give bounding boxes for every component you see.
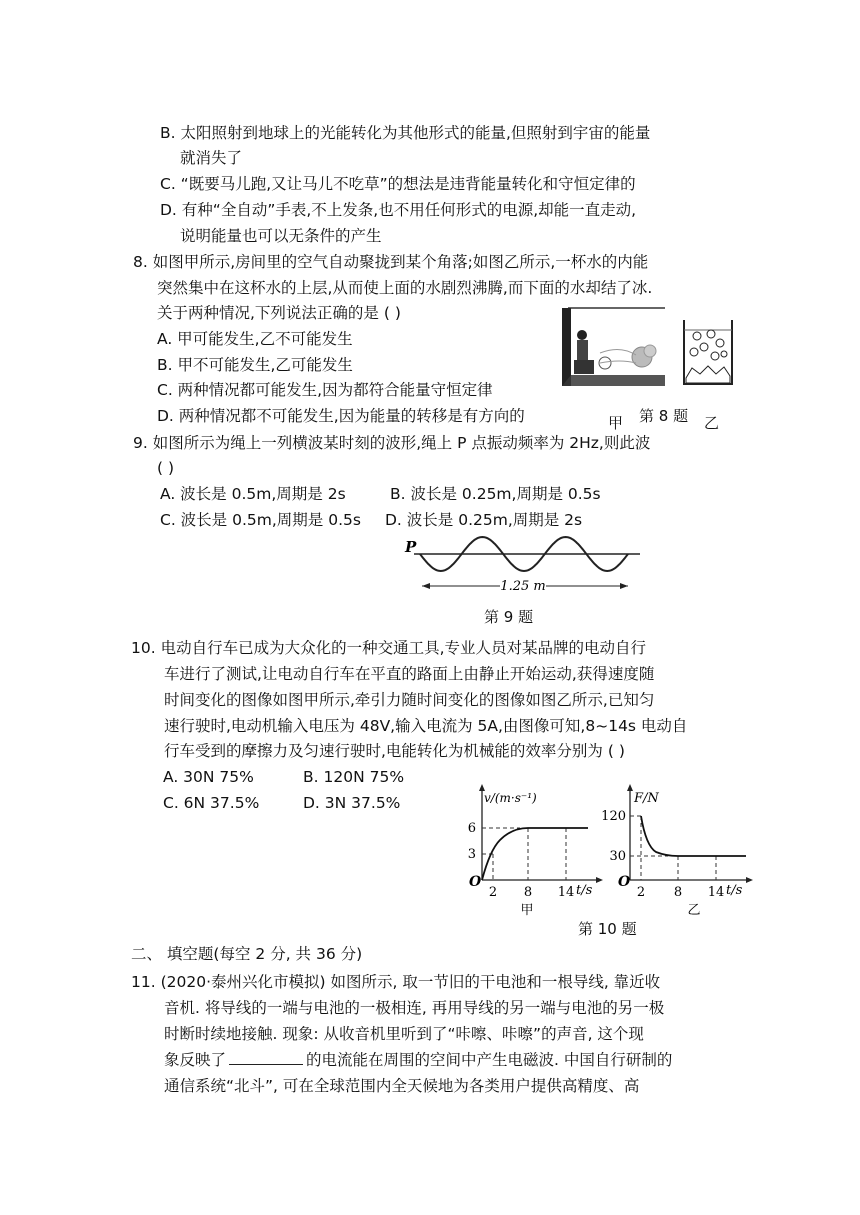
q7-option-c: C. “既要马儿跑,又让马儿不吃草”的想法是违背能量转化和守恒定律的: [160, 175, 636, 193]
q8-figure-label-yi: 乙: [704, 414, 720, 432]
q7-option-b-line2: 就消失了: [180, 149, 243, 167]
q10-stem-line5: 行车受到的摩擦力及匀速行驶时,电能转化为机械能的效率分别为 ( ): [164, 742, 625, 760]
q7-option-b-line1: B. 太阳照射到地球上的光能转化为其他形式的能量,但照射到宇宙的能量: [160, 124, 651, 142]
q8-option-d: D. 两种情况都不可能发生,因为能量的转移是有方向的: [157, 407, 525, 425]
q10-stem-line4: 速行驶时,电动机输入电压为 48V,输入电流为 5A,由图像可知,8~14s 电动自: [164, 717, 688, 735]
q8-stem-line1: 8. 如图甲所示,房间里的空气自动聚拢到某个角落;如图乙所示,一杯水的内能: [133, 253, 649, 271]
q10-option-d: D. 3N 37.5%: [303, 794, 401, 812]
q8-option-b: B. 甲不可能发生,乙可能发生: [157, 356, 353, 374]
q8-figure-cup: [680, 318, 736, 386]
q7-option-d-line2: 说明能量也可以无条件的产生: [180, 227, 382, 245]
q9-option-a: A. 波长是 0.5m,周期是 2s: [160, 485, 346, 503]
q11-stem-line3: 时断时续地接触. 现象: 从收音机里听到了“咔嚓、咔嚓”的声音, 这个现: [164, 1025, 644, 1043]
q8-figure-label-jia: 甲: [608, 414, 624, 432]
q10-graph-yi-ytick-30: 30: [609, 849, 626, 864]
q10-caption: 第 10 题: [578, 920, 637, 938]
q10-graph-jia-ytick-3: 3: [467, 847, 476, 862]
q9-stem-line2: ( ): [157, 459, 175, 477]
q10-graph-yi-xtick-8: 8: [673, 885, 683, 900]
q11-stem-line5: 通信系统“北斗”, 可在全球范围内全天候地为各类用户提供高精度、高: [164, 1077, 640, 1095]
q7-option-d-line1: D. 有种“全自动”手表,不上发条,也不用任何形式的电源,却能一直走动,: [160, 201, 637, 219]
section-2-heading: 二、 填空题(每空 2 分, 共 36 分): [131, 945, 363, 963]
q10-stem-line3: 时间变化的图像如图甲所示,牵引力随时间变化的图像如图乙所示,已知匀: [164, 691, 655, 709]
q10-stem-line1: 10. 电动自行车已成为大众化的一种交通工具,专业人员对某品牌的电动自行: [131, 639, 647, 657]
q11-stem-line4: [164, 1049, 672, 1071]
q9-length-label: 1.25 m: [500, 579, 546, 594]
q9-point-p: P: [405, 538, 417, 556]
q10-graph-jia-xtick-8: 8: [523, 885, 533, 900]
q10-graph-jia-label: 甲: [520, 903, 534, 918]
q11-stem-line4-before-blank: 象反映了: [164, 1051, 227, 1069]
q10-graph-jia-ylabel: v/(m·s⁻¹): [484, 791, 537, 805]
q9-option-d: D. 波长是 0.25m,周期是 2s: [385, 511, 583, 529]
q8-caption: 第 8 题: [639, 407, 689, 425]
q9-caption: 第 9 题: [484, 608, 534, 626]
q9-option-c: C. 波长是 0.5m,周期是 0.5s: [160, 511, 361, 529]
q10-graph-yi-xtick-14: 14: [707, 885, 725, 900]
q10-graph-jia-xtick-2: 2: [488, 885, 498, 900]
q10-graph-jia-xtick-14: 14: [557, 885, 575, 900]
q8-figure-room: [560, 305, 668, 387]
q11-stem-line4-after-blank: 的电流能在周围的空间中产生电磁波. 中国自行研制的: [306, 1051, 673, 1069]
q10-graph-yi-ylabel: F/N: [634, 791, 659, 806]
q8-option-c: C. 两种情况都可能发生,因为都符合能量守恒定律: [157, 381, 493, 399]
q9-stem-line1: 9. 如图所示为绳上一列横波某时刻的波形,绳上 P 点振动频率为 2Hz,则此波: [133, 434, 651, 452]
q10-graph-yi-origin: O: [618, 874, 631, 890]
q10-graph-yi-ytick-120: 120: [601, 809, 626, 824]
q9-option-b: B. 波长是 0.25m,周期是 0.5s: [390, 485, 601, 503]
q11-stem-line2: 音机. 将导线的一端与电池的一极相连, 再用导线的另一端与电池的另一极: [164, 999, 665, 1017]
q10-graph-jia-xlabel: t/s: [576, 883, 593, 898]
q8-stem-line2: 突然集中在这杯水的上层,从而使上面的水剧烈沸腾,而下面的水却结了冰.: [157, 279, 653, 297]
q11-stem-line1: 11. (2020·泰州兴化市模拟) 如图所示, 取一节旧的干电池和一根导线, 靠近收: [131, 973, 661, 991]
q10-graph-yi-label: 乙: [687, 903, 701, 918]
q10-graph-jia-ytick-6: 6: [467, 821, 476, 836]
q8-option-a: A. 甲可能发生,乙不可能发生: [157, 330, 353, 348]
q9-wave-figure: [400, 530, 645, 600]
q10-option-a: A. 30N 75%: [163, 768, 254, 786]
q8-stem-line3: 关于两种情况,下列说法正确的是 ( ): [157, 304, 401, 322]
q10-graph-yi-xtick-2: 2: [636, 885, 646, 900]
q10-option-b: B. 120N 75%: [303, 768, 405, 786]
q10-option-c: C. 6N 37.5%: [163, 794, 260, 812]
q11-answer-blank[interactable]: [229, 1050, 303, 1065]
q10-graph-yi: [601, 778, 760, 918]
q10-stem-line2: 车进行了测试,让电动自行车在平直的路面上由静止开始运动,获得速度随: [164, 665, 655, 683]
q10-graph-jia: [460, 778, 608, 918]
q10-graph-jia-origin: O: [469, 874, 482, 890]
q10-graph-yi-xlabel: t/s: [726, 883, 743, 898]
